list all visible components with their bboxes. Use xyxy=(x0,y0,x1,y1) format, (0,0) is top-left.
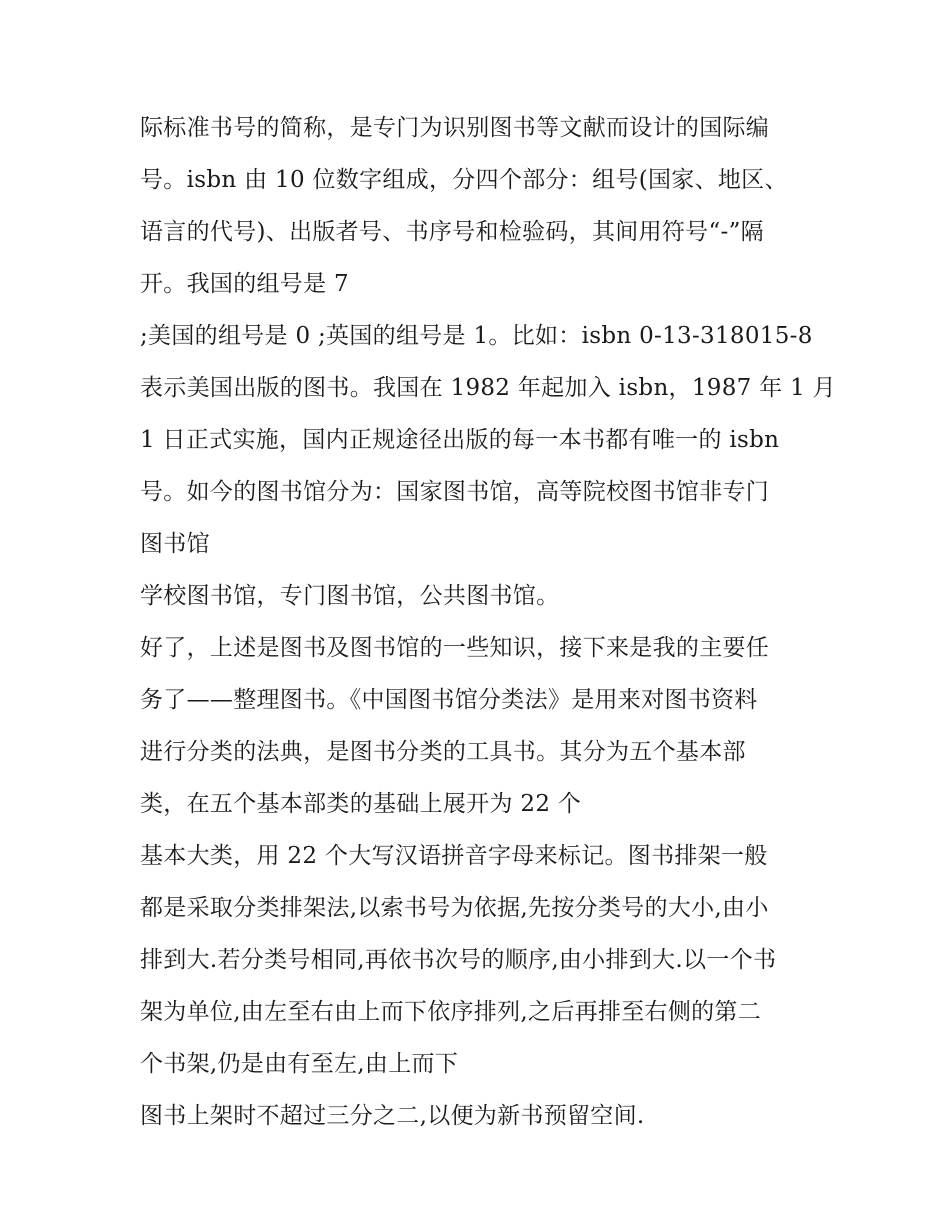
text-line-16: 都是采取分类排架法,以索书号为依据,先按分类号的大小,由小 xyxy=(140,895,769,921)
text-line-9: 图书馆 xyxy=(140,531,210,557)
text-line-15: 基本大类，用 22 个大写汉语拼音字母来标记。图书排架一般 xyxy=(140,843,768,869)
text-line-7: 1 日正式实施，国内正规途径出版的每一本书都有唯一的 isbn xyxy=(140,427,780,453)
text-body xyxy=(140,102,836,1142)
text-line-5: ;美国的组号是 0 ;英国的组号是 1。比如：isbn 0-13-318015-8 xyxy=(140,323,813,349)
text-line-20: 图书上架时不超过三分之二,以便为新书预留空间. xyxy=(140,1103,645,1129)
text-line-11: 好了，上述是图书及图书馆的一些知识，接下来是我的主要任 xyxy=(140,635,770,661)
text-line-18: 架为单位,由左至右由上而下依序排列,之后再排至右侧的第二 xyxy=(140,999,762,1025)
text-line-12: 务了——整理图书。《中国图书馆分类法》是用来对图书资料 xyxy=(140,687,758,713)
text-line-2: 号。isbn 由 10 位数字组成，分四个部分：组号(国家、地区、 xyxy=(140,167,788,193)
text-line-1: 际标准书号的简称，是专门为识别图书等文献而设计的国际编 xyxy=(140,115,770,141)
text-line-6: 表示美国出版的图书。我国在 1982 年起加入 isbn，1987 年 1 月 xyxy=(140,375,836,401)
text-line-8: 号。如今的图书馆分为：国家图书馆，高等院校图书馆非专门 xyxy=(140,479,770,505)
text-line-19: 个书架,仍是由有至左,由上而下 xyxy=(140,1051,459,1077)
text-line-13: 进行分类的法典，是图书分类的工具书。其分为五个基本部 xyxy=(140,739,746,765)
text-line-14: 类，在五个基本部类的基础上展开为 22 个 xyxy=(140,791,582,817)
text-line-4: 开。我国的组号是 7 xyxy=(140,271,349,297)
text-line-10: 学校图书馆，专门图书馆，公共图书馆。 xyxy=(140,583,560,609)
text-line-17: 排到大.若分类号相同,再依书次号的顺序,由小排到大.以一个书 xyxy=(140,947,777,973)
text-line-3: 语言的代号)、出版者号、书序号和检验码，其间用符号“-”隔 xyxy=(140,219,764,245)
